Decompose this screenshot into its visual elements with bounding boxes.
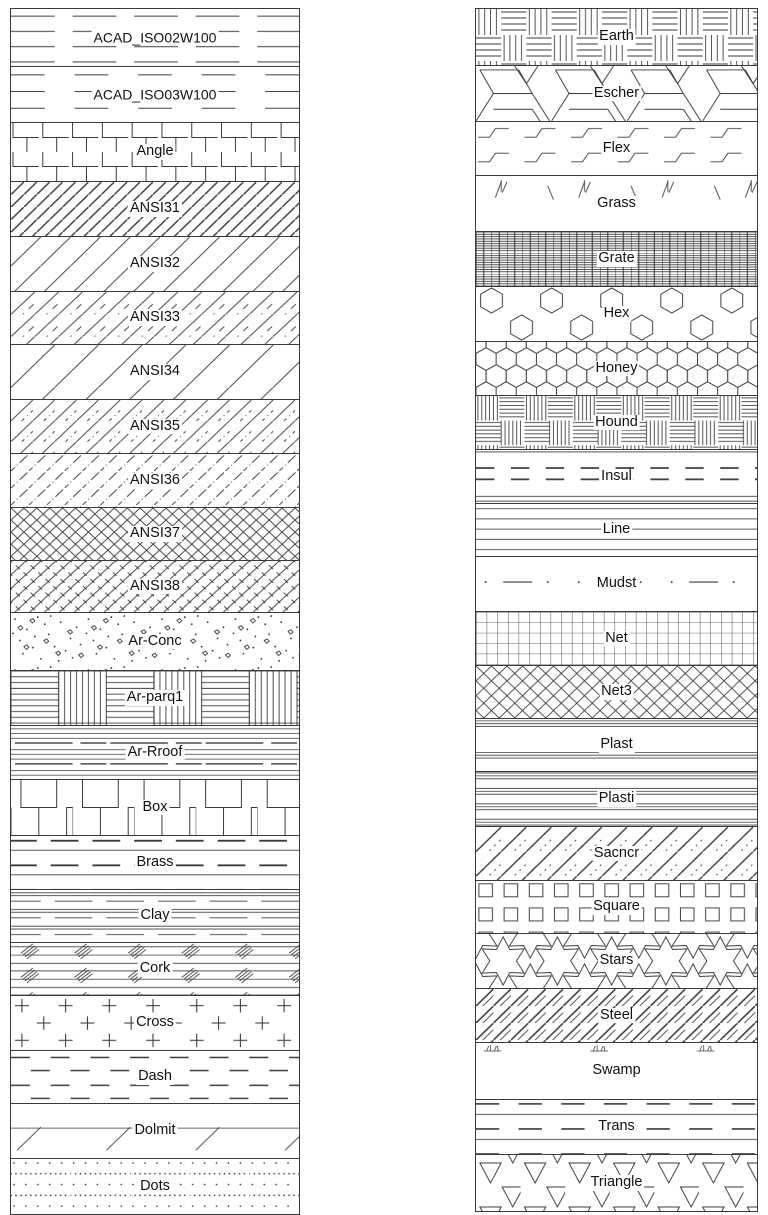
hatch-label: Plasti: [598, 790, 635, 807]
hatch-swatch-ar-parq1[interactable]: [11, 671, 299, 726]
hatch-label: Net3: [601, 683, 632, 700]
hatch-swatch-insul[interactable]: [476, 450, 757, 504]
hatch-swatch-angle[interactable]: [11, 123, 299, 182]
hatch-label: Ar-Conc: [128, 632, 182, 649]
hatch-label: Swamp: [592, 1062, 641, 1079]
hatch-swatch-acad-iso02w100[interactable]: [11, 9, 299, 67]
hatch-label: ANSI32: [130, 255, 180, 272]
hatch-swatch-ar-rroof[interactable]: [11, 726, 299, 780]
hatch-label: Mudst: [596, 575, 637, 592]
hatch-swatch-earth[interactable]: [476, 9, 757, 66]
hatch-swatch-net[interactable]: [476, 612, 757, 666]
hatch-label: ANSI31: [130, 200, 180, 217]
hatch-swatch-swamp[interactable]: [476, 1043, 757, 1100]
hatch-label: Hound: [595, 413, 638, 430]
hatch-swatch-box[interactable]: [11, 780, 299, 836]
hatch-label: Net: [605, 629, 628, 646]
hatch-swatch-brass[interactable]: [11, 836, 299, 890]
hatch-label: Cork: [139, 960, 171, 977]
hatch-swatch-cork[interactable]: [11, 943, 299, 996]
hatch-swatch-line[interactable]: [476, 504, 757, 557]
hatch-label: Box: [142, 798, 168, 815]
hatch-label: ACAD_ISO03W100: [93, 85, 217, 102]
hatch-swatch-stars[interactable]: [476, 934, 757, 989]
hatch-label: Sacncr: [593, 844, 640, 861]
hatch-label: ANSI36: [130, 471, 180, 488]
hatch-label: Grate: [598, 250, 635, 267]
hatch-label: Cross: [136, 1014, 174, 1031]
hatch-swatch-hex[interactable]: [476, 287, 757, 342]
hatch-label: Square: [593, 898, 640, 915]
hatch-label: Ar-Rroof: [127, 743, 183, 760]
hatch-swatch-ansi36[interactable]: [11, 454, 299, 508]
hatch-swatch-flex[interactable]: [476, 122, 757, 176]
hatch-label: Hex: [603, 305, 630, 322]
hatch-swatch-grate[interactable]: [476, 232, 757, 287]
hatch-label: Trans: [598, 1118, 635, 1135]
hatch-swatch-honey[interactable]: [476, 342, 757, 396]
hatch-swatch-square[interactable]: [476, 881, 757, 934]
hatch-label: Insul: [601, 467, 632, 484]
hatch-label: Plast: [600, 736, 633, 753]
hatch-label: Steel: [599, 1006, 634, 1023]
hatch-label: ANSI34: [130, 363, 180, 380]
hatch-label: Honey: [595, 359, 638, 376]
hatch-label: Dash: [138, 1068, 172, 1085]
hatch-swatch-ansi37[interactable]: [11, 508, 299, 561]
hatch-swatch-ansi32[interactable]: [11, 237, 299, 292]
hatch-swatch-dolmit[interactable]: [11, 1104, 299, 1159]
hatch-swatch-steel[interactable]: [476, 989, 757, 1043]
hatch-label: Escher: [593, 84, 640, 101]
hatch-swatch-plasti[interactable]: [476, 772, 757, 827]
hatch-label: Line: [602, 521, 631, 538]
hatch-label: Ar-parq1: [126, 689, 184, 706]
hatch-swatch-cross[interactable]: [11, 996, 299, 1051]
hatch-label: ANSI35: [130, 417, 180, 434]
hatch-swatch-sacncr[interactable]: [476, 827, 757, 881]
hatch-label: Grass: [597, 194, 636, 211]
hatch-label: ACAD_ISO02W100: [93, 28, 217, 45]
hatch-swatch-mudst[interactable]: [476, 557, 757, 612]
hatch-label: Triangle: [590, 1174, 643, 1191]
hatch-swatch-ansi33[interactable]: [11, 292, 299, 345]
hatch-swatch-ansi34[interactable]: [11, 345, 299, 400]
hatch-swatch-ansi31[interactable]: [11, 182, 299, 237]
hatch-label: Stars: [599, 952, 634, 969]
hatch-swatch-plast[interactable]: [476, 719, 757, 772]
hatch-label: Dolmit: [134, 1122, 176, 1139]
hatch-swatch-dots[interactable]: [11, 1159, 299, 1214]
hatch-swatch-grass[interactable]: [476, 176, 757, 232]
hatch-label: Flex: [602, 139, 631, 156]
hatch-label: ANSI37: [130, 525, 180, 542]
hatch-label: Brass: [136, 853, 174, 870]
hatch-swatch-escher[interactable]: [476, 66, 757, 122]
hatch-swatch-hound[interactable]: [476, 396, 757, 450]
hatch-swatch-ansi38[interactable]: [11, 561, 299, 613]
right-pattern-column: [475, 8, 758, 1212]
hatch-swatch-dash[interactable]: [11, 1051, 299, 1104]
hatch-label: ANSI38: [130, 577, 180, 594]
hatch-label: Clay: [140, 907, 170, 924]
hatch-label: ANSI33: [130, 309, 180, 326]
left-pattern-column: [10, 8, 300, 1215]
hatch-swatch-ansi35[interactable]: [11, 400, 299, 454]
hatch-swatch-clay[interactable]: [11, 890, 299, 943]
hatch-label: Dots: [140, 1177, 170, 1194]
hatch-swatch-net3[interactable]: [476, 666, 757, 719]
hatch-label: Earth: [599, 28, 634, 45]
hatch-swatch-acad-iso03w100[interactable]: [11, 67, 299, 123]
hatch-swatch-trans[interactable]: [476, 1100, 757, 1155]
hatch-swatch-ar-conc[interactable]: [11, 613, 299, 671]
hatch-label: Angle: [136, 143, 174, 160]
